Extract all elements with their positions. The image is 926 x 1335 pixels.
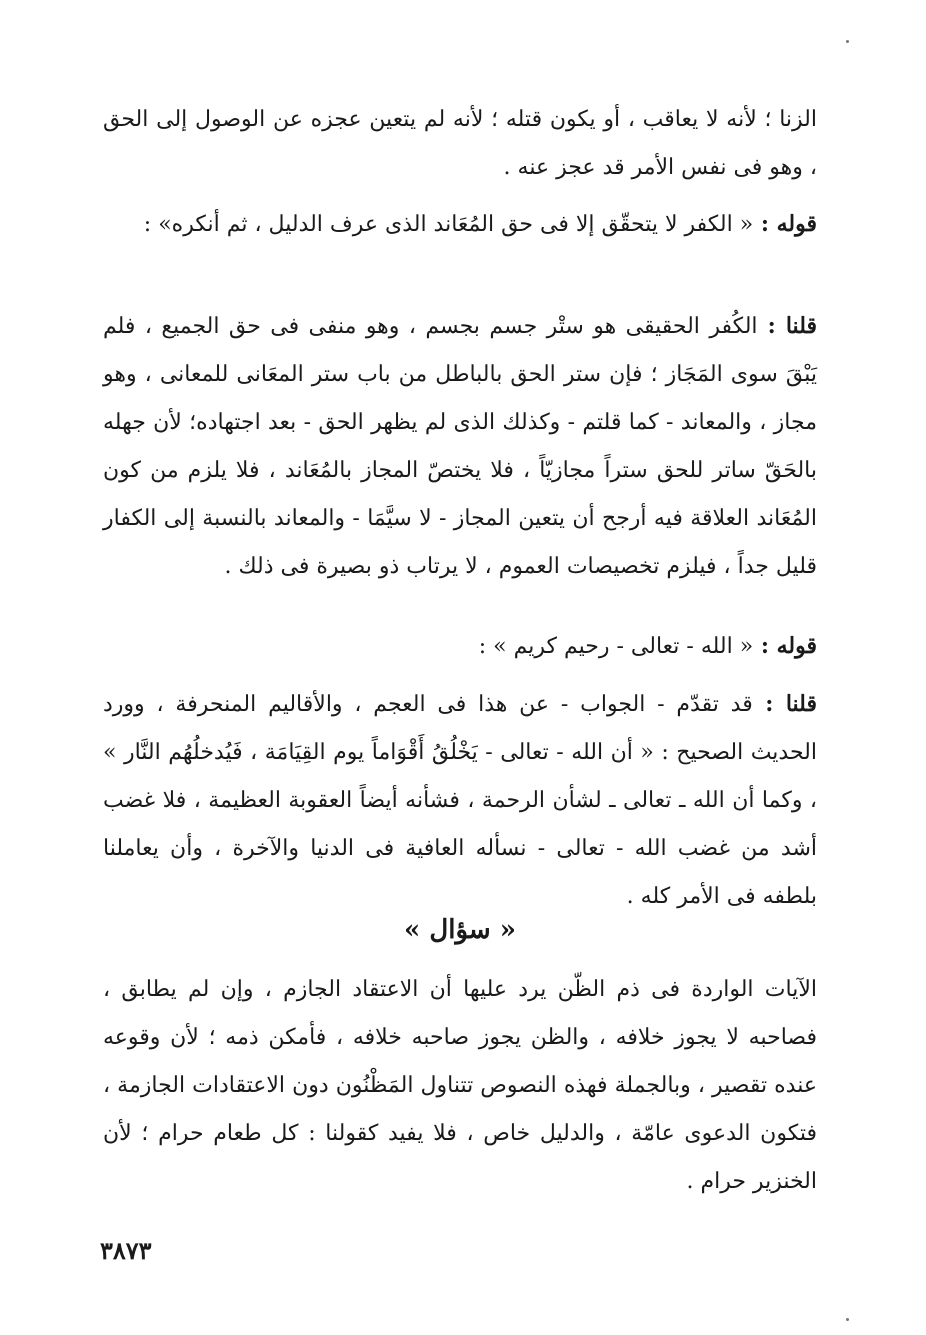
paragraph-5-text: قد تقدّم - الجواب - عن هذا فى العجم ، والأقاليم المنحرفة ، وورد الحديث الصحيح : « أن الله - تعالى - يَخْلُقُ أَقْوَاماً يوم القِيَامَة ، فَيُدخلُهُم النَّار » ، وكما أن الله ـ تعالى ـ لشأن الرحمة ، فشأنه أيضاً العقوبة العظيمة ، فلا غضب أشد من غضب الله - تعالى - نسأله العافية فى الدنيا والآخرة ، وأن يعاملنا بلطفه فى الأمر كله . xyxy=(103,692,817,909)
scan-speck xyxy=(846,1318,849,1321)
paragraph-6-text: الآيات الواردة فى ذم الظّن يرد عليها أن الاعتقاد الجازم ، وإن لم يطابق ، فصاحبه لا يجوز خلافه ، والظن يجوز صاحبه خلافه ، فأمكن ذمه ؛ لأن وقوعه عنده تقصير ، وبالجملة فهذه النصوص تتناول المَظْنُون دون الاعتقادات الجازمة ، فتكون الدعوى عامّة ، والدليل خاص ، فلا يفيد كقولنا : كل طعام حرام ؛ لأن الخنزير حرام . xyxy=(103,977,817,1194)
paragraph-2 xyxy=(103,200,817,249)
scan-speck xyxy=(846,40,849,43)
paragraph-5 xyxy=(103,680,817,921)
paragraph-4 xyxy=(103,622,817,671)
paragraph-2-text: « الكفر لا يتحقّق إلا فى حق المُعَاند الذى عرف الدليل ، ثم أنكره» : xyxy=(143,212,754,237)
paragraph-6 xyxy=(103,966,817,1206)
paragraph-1 xyxy=(103,96,817,192)
paragraph-4-lead: قوله : xyxy=(753,633,817,659)
paragraph-3 xyxy=(103,302,817,591)
paragraph-3-text: الكُفر الحقيقى هو ستْر جسم بجسم ، وهو منفى فى حق الجميع ، فلم يَبْقَ سوى المَجَاز ؛ فإن ستر الحق بالباطل من باب ستر المعَانى للمعانى ، وهو مجاز ، والمعاند - كما قلتم - وكذلك الذى لم يظهر الحق - بعد اجتهاده؛ لأن جهله بالحَقّ ساتر للحق ستراً مجازيّاً ، فلا يختصّ المجاز بالمُعَاند ، فلا يلزم من كون المُعَاند العلاقة فيه أرجح أن يتعين المجاز - لا سيَّمَا - والمعاند بالنسبة إلى الكفار قليل جداً ، فيلزم تخصيصات العموم ، لا يرتاب ذو بصيرة فى ذلك . xyxy=(103,314,817,579)
paragraph-1-text: الزنا ؛ لأنه لا يعاقب ، أو يكون قتله ؛ لأنه لم يتعين عجزه عن الوصول إلى الحق ، وهو فى نفس الأمر قد عجز عنه . xyxy=(103,107,817,180)
section-heading: « سؤال » xyxy=(404,915,516,945)
paragraph-3-lead: قلنا : xyxy=(757,313,817,339)
paragraph-2-lead: قوله : xyxy=(753,211,817,237)
paragraph-5-lead: قلنا : xyxy=(752,691,817,717)
paragraph-4-text: « الله - تعالى - رحيم كريم » : xyxy=(478,634,754,659)
page-number: ٣٨٧٣ xyxy=(100,1236,152,1265)
